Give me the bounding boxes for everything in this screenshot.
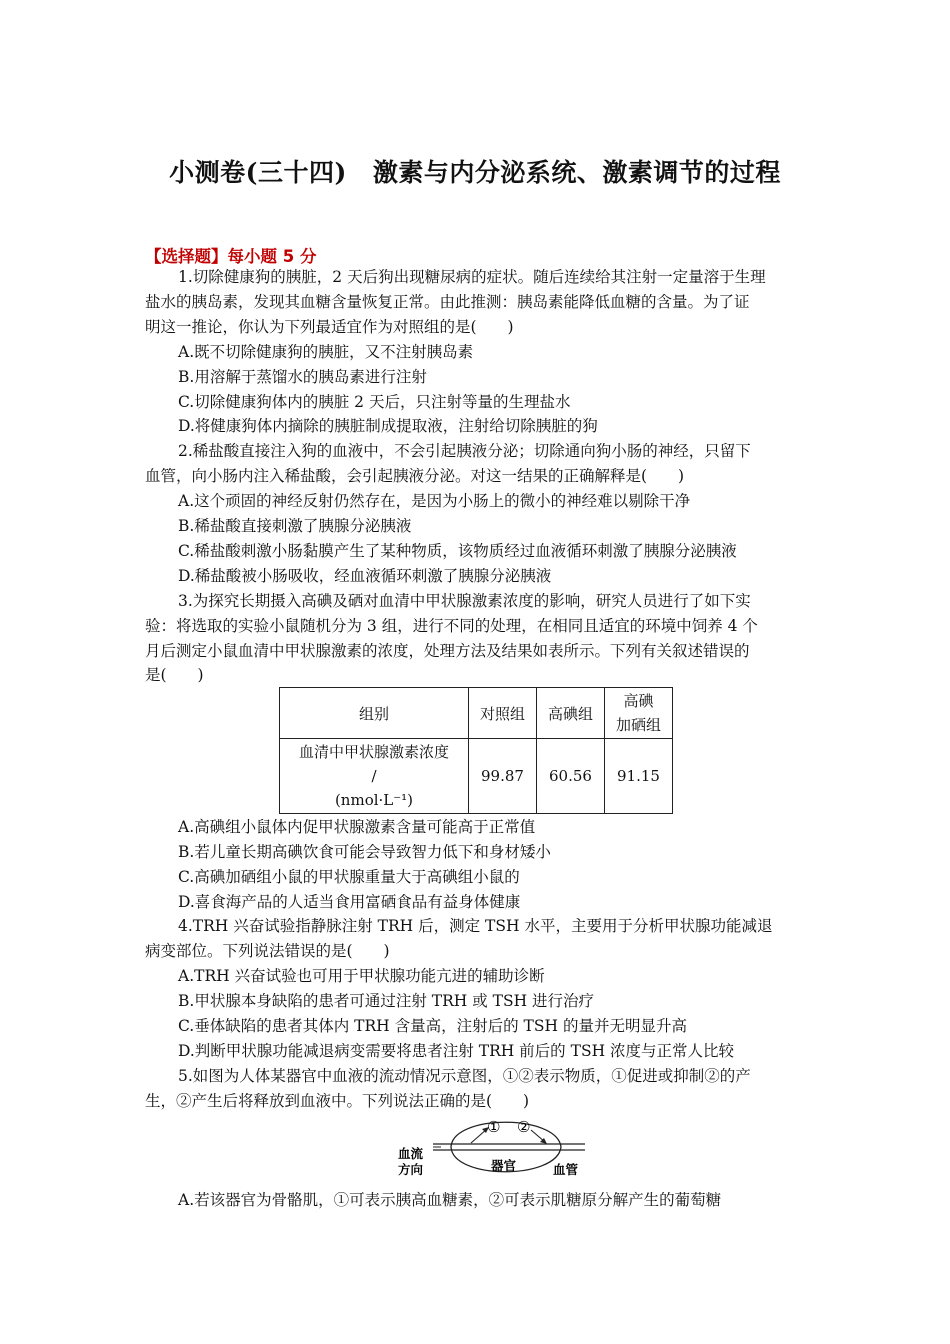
table-cell-high-iodine: 60.56	[537, 739, 605, 814]
q3-stem-line-1: 3.为探究长期摄入高碘及硒对血清中甲状腺激素浓度的影响，研究人员进行了如下实	[178, 592, 751, 610]
table-header-row	[280, 688, 673, 739]
q2-option-c: C.稀盐酸刺激小肠黏膜产生了某种物质，该物质经过血液循环刺激了胰腺分泌胰液	[178, 542, 737, 560]
q1-option-c: C.切除健康狗体内的胰脏 2 天后，只注射等量的生理盐水	[178, 393, 571, 411]
table-header-control: 对照组	[469, 688, 537, 739]
q4-option-d: D.判断甲状腺功能减退病变需要将患者注射 TRH 前后的 TSH 浓度与正常人比较	[178, 1042, 735, 1060]
q2-option-a: A.这个顽固的神经反射仍然存在，是因为小肠上的微小的神经难以剔除干净	[178, 492, 691, 510]
title-part-2: 激素与内分泌系统、激素调节的过程	[372, 158, 781, 187]
q2-option-d: D.稀盐酸被小肠吸收，经血液循环刺激了胰腺分泌胰液	[178, 567, 552, 585]
table-row	[280, 739, 673, 814]
label-flow-direction-1: 血流	[398, 1146, 424, 1161]
row-label-line-2: /	[371, 767, 377, 785]
label-organ: 器官	[491, 1158, 517, 1173]
label-substance-2: ②	[517, 1118, 531, 1136]
q3-option-c: C.高碘加硒组小鼠的甲状腺重量大于高碘组小鼠的	[178, 868, 520, 886]
row-label-line-1: 血清中甲状腺激素浓度	[298, 743, 449, 761]
table-cell-high-iodine-selenium: 91.15	[605, 739, 673, 814]
table-header-h3-line-2: 加硒组	[615, 716, 661, 734]
q4-option-b: B.甲状腺本身缺陷的患者可通过注射 TRH 或 TSH 进行治疗	[178, 992, 595, 1010]
label-vessel: 血管	[553, 1162, 579, 1177]
q1-option-a: A.既不切除健康狗的胰脏，又不注射胰岛素	[178, 343, 474, 361]
q1-stem-line-2: 盐水的胰岛素，发现其血糖含量恢复正常。由此推测：胰岛素能降低血糖的含量。为了证	[145, 293, 750, 311]
title-part-1: 小测卷(三十四)	[169, 158, 347, 187]
q5-stem-line-1: 5.如图为人体某器官中血液的流动情况示意图，①②表示物质，①促进或抑制②的产	[178, 1067, 751, 1085]
q1-option-d: D.将健康狗体内摘除的胰脏制成提取液，注射给切除胰脏的狗	[178, 417, 598, 435]
q3-stem-line-3: 月后测定小鼠血清中甲状腺激素的浓度，处理方法及结果如表所示。下列有关叙述错误的	[145, 642, 750, 660]
table-header-group: 组别	[280, 688, 469, 739]
table-cell-control: 99.87	[469, 739, 537, 814]
q5-option-a: A.若该器官为骨骼肌，①可表示胰高血糖素，②可表示肌糖原分解产生的葡萄糖	[178, 1191, 722, 1209]
q4-option-a: A.TRH 兴奋试验也可用于甲状腺功能亢进的辅助诊断	[178, 967, 545, 985]
table-row-label	[280, 739, 469, 814]
section-header: 【选择题】每小题 5 分	[145, 247, 317, 266]
q3-stem-line-4: 是( )	[145, 666, 204, 684]
label-substance-1: ①	[487, 1118, 501, 1136]
q4-stem-line-1: 4.TRH 兴奋试验指静脉注射 TRH 后，测定 TSH 水平，主要用于分析甲状腺功能减退	[178, 917, 773, 935]
q3-option-d: D.喜食海产品的人适当食用富硒食品有益身体健康	[178, 893, 521, 911]
results-table	[279, 687, 673, 814]
q2-option-b: B.稀盐酸直接刺激了胰腺分泌胰液	[178, 517, 412, 535]
blood-flow-diagram	[395, 1112, 595, 1182]
row-label-line-3: (nmol·L⁻¹)	[334, 791, 414, 809]
q2-stem-line-2: 血管，向小肠内注入稀盐酸，会引起胰液分泌。对这一结果的正确解释是( )	[145, 467, 685, 485]
q1-stem-line-3: 明这一推论，你认为下列最适宜作为对照组的是( )	[145, 318, 514, 336]
table-header-h3-line-1: 高碘	[623, 692, 654, 710]
q4-option-c: C.垂体缺陷的患者其体内 TRH 含量高，注射后的 TSH 的量并无明显升高	[178, 1017, 687, 1035]
organ-upper-arc	[451, 1122, 561, 1147]
label-flow-direction-2: 方向	[398, 1162, 424, 1177]
q3-option-b: B.若儿童长期高碘饮食可能会导致智力低下和身材矮小	[178, 843, 551, 861]
q1-stem-line-1: 1.切除健康狗的胰脏，2 天后狗出现糖尿病的症状。随后连续给其注射一定量溶于生理	[178, 268, 766, 286]
q3-option-a: A.高碘组小鼠体内促甲状腺激素含量可能高于正常值	[178, 818, 536, 836]
page-title	[0, 153, 950, 189]
q3-stem-line-2: 验：将选取的实验小鼠随机分为 3 组，进行不同的处理，在相同且适宜的环境中饲养 4 个	[145, 617, 758, 635]
q4-stem-line-2: 病变部位。下列说法错误的是( )	[145, 942, 390, 960]
table-header-high-iodine: 高碘组	[537, 688, 605, 739]
q2-stem-line-1: 2.稀盐酸直接注入狗的血液中，不会引起胰液分泌；切除通向狗小肠的神经，只留下	[178, 442, 751, 460]
q5-stem-line-2: 生，②产生后将释放到血液中。下列说法正确的是( )	[145, 1092, 530, 1110]
table-header-high-iodine-selenium	[605, 688, 673, 739]
q1-option-b: B.用溶解于蒸馏水的胰岛素进行注射	[178, 368, 427, 386]
